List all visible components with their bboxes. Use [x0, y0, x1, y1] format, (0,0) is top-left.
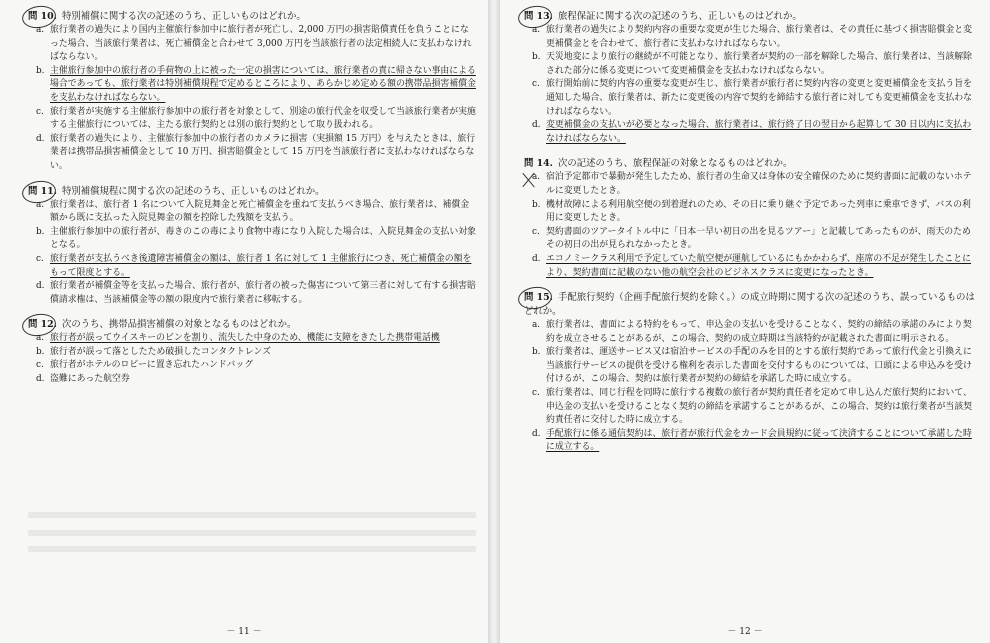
question-11: [28, 185, 476, 308]
option-c: c. 旅行業者が実施する主催旅行参加中の旅行者を対象として、別途の旅行代金を収受して当該旅行業者が実施する主催旅行については、主たる旅行契約とは別の旅行契約として取り扱われる。: [36, 106, 476, 131]
question-text: 特別補償規程に関する次の記述のうち、正しいものはどれか。: [61, 185, 325, 197]
option-c: c. 旅行者がホテルのロビーに置き忘れたハンドバッグ: [36, 360, 254, 371]
question-number: 問 14.: [524, 158, 553, 170]
option-b: b. 機材故障による利用航空便の到着遅れのため、その日に乗り継ぐ予定であった列車に乗車できず、バスの利用に変更したとき。: [532, 199, 971, 224]
question-12: [28, 318, 476, 386]
question-text: 手配旅行契約（企画手配旅行契約を除く。）の成立時期に関する次の記述のうち、誤っているものはどれか。: [524, 292, 975, 318]
question-number: 問 13.: [524, 11, 553, 22]
option-c: c. 旅行業者が支払うべき後遺障害補償金の額は、旅行者 1 名に対して 1 主催旅行につき、死亡補償金の額をもって限度とする。: [36, 253, 472, 278]
option-b: b. 天災地変により旅行の継続が不可能となり、旅行業者が契約の一部を解除した場合、旅行業者は、当該解除された部分に係る変更について変更補償金を支払わなければならない。: [532, 52, 972, 76]
option-d: d. 変更補償金の支払いが必要となった場合、旅行業者は、旅行終了日の翌日から起算して 30 日以内に支払わなければならない。: [532, 120, 972, 144]
option-c: c. 契約書面のツアータイトル中に「日本一早い初日の出を見るツアー」と記載してあったものが、雨天のためその初日の出が見られなかったとき。: [532, 226, 971, 251]
option-a: a. 旅行者が誤ってウイスキーのビンを割り、流失した中身のため、機能に支障をきたした携帯電話機: [36, 333, 440, 344]
option-a: a. 旅行業者は、旅行者 1 名について入院見舞金と死亡補償金を重ねて支払うべき場合、旅行業者は、補償金額から既に支払った入院見舞金の額を控除した残額を支払う。: [36, 199, 470, 224]
question-number: 問 11.: [28, 185, 57, 197]
question-text: 次の記述のうち、旅程保証の対象となるものはどれか。: [557, 158, 793, 170]
option-d: d. 盗難にあった航空券: [36, 374, 130, 385]
question-number: 問 12.: [28, 319, 57, 331]
question-15: [524, 291, 976, 455]
page-11: [0, 0, 488, 643]
question-text: 次のうち、携帯品損害補償の対象となるものはどれか。: [61, 319, 297, 331]
option-a: a. 旅行業者は、書面による特約をもって、申込金の支払いを受けることなく、契約の締結の承諾のみにより契約を成立させることがあるが、この場合、契約の成立時期は当該特約が記載された書面に明示される。: [532, 320, 972, 344]
option-b: b. 主催旅行参加中の旅行者が、毒きのこの毒により食物中毒になり入院した場合は、入院見舞金の支払い対象となる。: [36, 226, 476, 251]
option-d: d. 旅行業者が補償金等を支払った場合、旅行者が、旅行者の被った傷害について第三者に対して有する損害賠償請求権は、当該補償金等の額の限度内で旅行業者に移転する。: [36, 281, 476, 305]
option-c: c. 旅行開始前に契約内容の重要な変更が生じ、旅行業者が旅行者に契約内容の変更と変更補償金を支払う旨を通知した場合、旅行業者は、新たに変更後の内容で契約を締結する旅行者に対しても変更補償金を支払わなければならない。: [532, 79, 972, 117]
question-text: 旅程保証に関する次の記述のうち、正しいものはどれか。: [557, 11, 802, 22]
option-a: a. 旅行業者の過失により契約内容の重要な変更が生じた場合、旅行業者は、その責任に基づく損害賠償金と変更補償金とを合わせて、旅行者に支払わなければならない。: [532, 25, 972, 49]
question-10: [28, 10, 476, 174]
option-b: b. 旅行業者は、運送サービス又は宿泊サービスの手配のみを目的とする旅行契約であって旅行代金と引換えに当該旅行サービスの提供を受ける権利を表示した書面を交付するものについては、口頭による申込みを受け付けるが、この場合、契約は旅行業者が契約の締結を承諾した時に成立する。: [532, 347, 972, 385]
question-14: [524, 157, 976, 280]
option-d: d. 旅行業者の過失により、主催旅行参加中の旅行者のカメラに損害（実損額 15 万円）を与えたときは、旅行業者は携帯品損害補償金として 10 万円、損害賠償金として 15 万円を当該旅行者に支払わなければならない。: [36, 133, 476, 171]
option-a: a. 宿泊予定都市で暴動が発生したため、旅行者の生命又は身体の安全確保のために契約書面に記載のないホテルに変更したとき。: [532, 172, 972, 196]
option-c: c. 旅行業者は、同じ行程を同時に旅行する複数の旅行者が契約責任者を定めて申し込んだ旅行契約において、申込金の支払いを受けることなく契約の締結を承諾することがあるが、この場合、契約は旅行業者が当該契約責任者に交付した時に成立する。: [532, 388, 972, 426]
question-text: 特別補償に関する次の記述のうち、正しいものはどれか。: [61, 11, 306, 22]
option-a: a. 旅行業者の過失により国内主催旅行参加中に旅行者が死亡し、2,000 万円の損害賠償責任を負うことになった場合、当該旅行業者は、死亡補償金と合わせて 3,000 万円を当該旅行者の法定相続人に支払わなければならない。: [36, 25, 472, 63]
book-gutter: [488, 0, 500, 643]
question-number: 問 10.: [28, 11, 57, 22]
page-number: － 11 －: [226, 627, 262, 637]
option-d: d. エコノミークラス利用で予定していた航空便が運航しているにもかかわらず、座席の不足が発生したことにより、契約書面に記載のない他の航空会社のビジネスクラスに変更になったとき。: [532, 253, 972, 278]
page-number: － 12 －: [727, 627, 763, 637]
bleed-through-line: [28, 546, 476, 552]
option-b: b. 旅行者が誤って落としたため破損したコンタクトレンズ: [36, 346, 272, 357]
option-b: b. 主催旅行参加中の旅行者の手荷物の上に被った一定の損害については、旅行業者の責に帰さない事由による場合であっても、旅行業者は特別補償規程で定めるところにより、あらかじめ定める額の携帯品損害補償金を支払わなければならない。: [36, 65, 476, 103]
question-13: [524, 10, 976, 146]
question-number: 問 15.: [524, 292, 553, 304]
bleed-through-line: [28, 512, 476, 518]
page-12: [500, 0, 990, 643]
bleed-through-line: [28, 530, 476, 536]
option-d: d. 手配旅行に係る通信契約は、旅行者が旅行代金をカード会員規約に従って決済することについて承諾した時に成立する。: [532, 428, 972, 453]
